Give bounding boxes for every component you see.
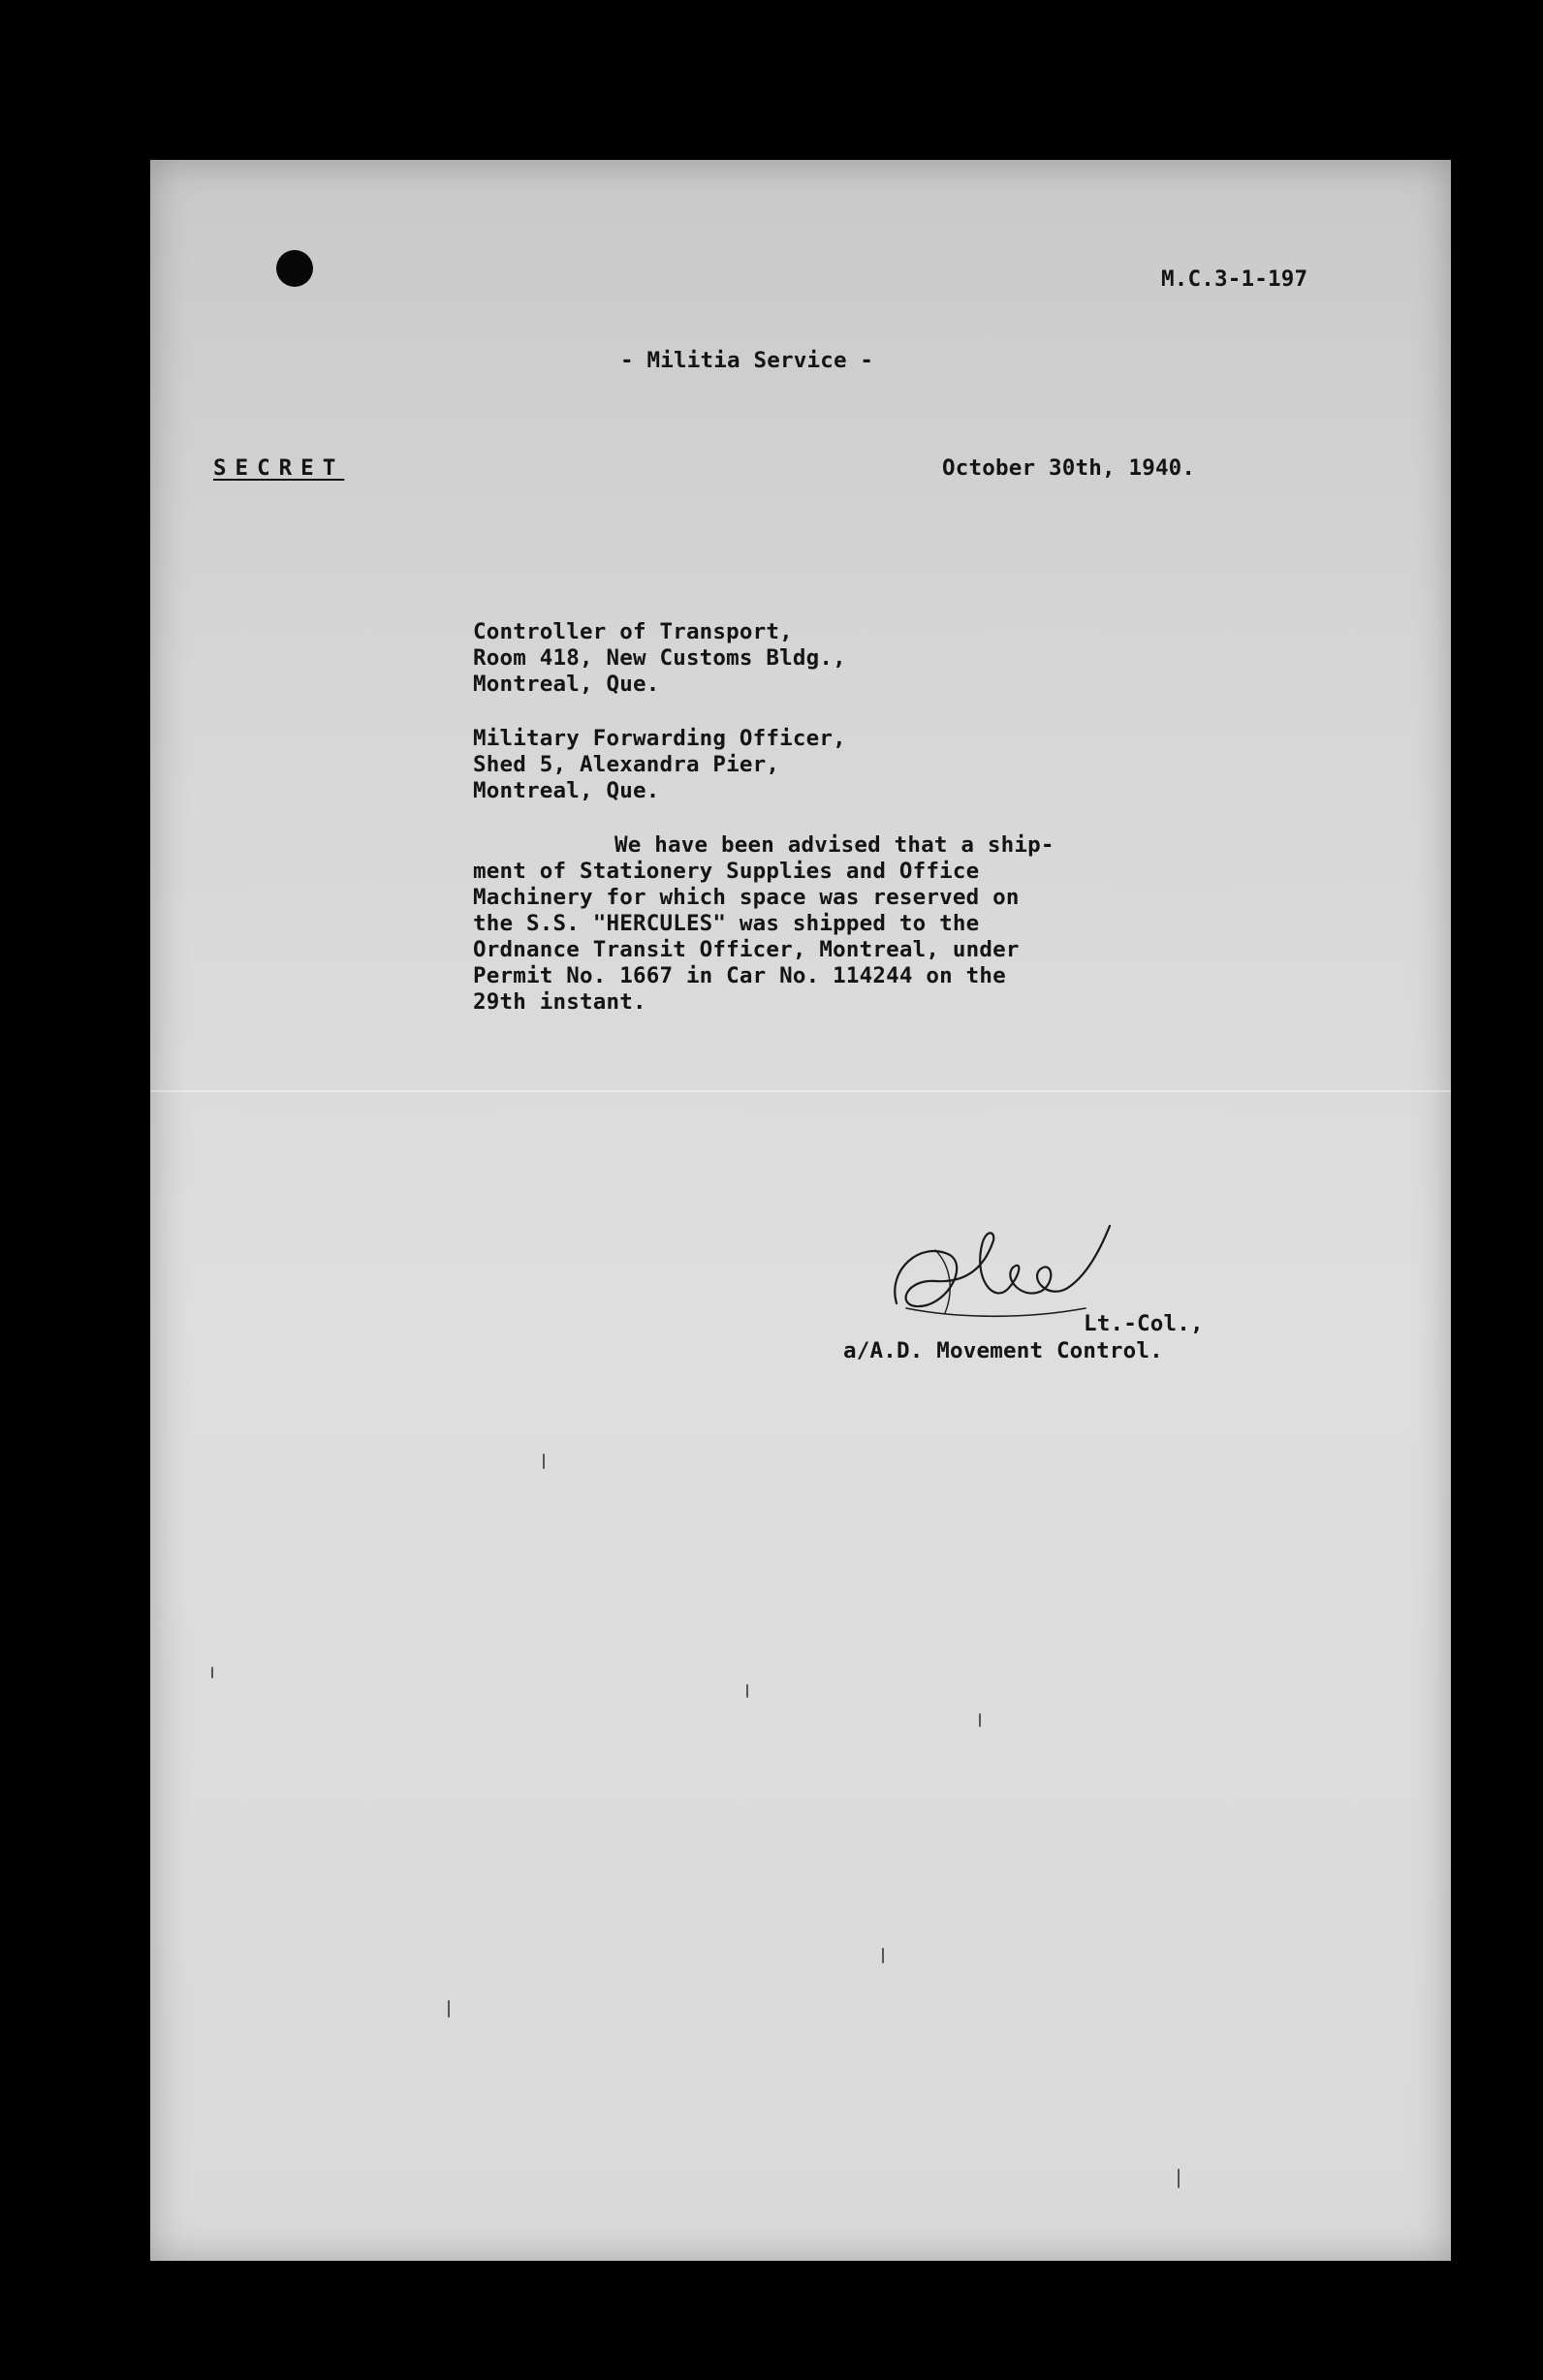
recipient-2-line: Shed 5, Alexandra Pier,: [473, 752, 780, 777]
recipient-1-line: Room 418, New Customs Bldg.,: [473, 645, 846, 671]
letter-date: October 30th, 1940.: [942, 455, 1196, 481]
signatory-rank: Lt.-Col.,: [1084, 1311, 1204, 1336]
paper-speck: [543, 1454, 545, 1469]
paper-speck: [1178, 2169, 1180, 2188]
recipient-1-line: Montreal, Que.: [473, 672, 660, 697]
body-line: the S.S. "HERCULES" was shipped to the: [473, 911, 980, 936]
recipient-2-line: Montreal, Que.: [473, 778, 660, 803]
body-line: 29th instant.: [473, 989, 646, 1015]
body-line: Permit No. 1667 in Car No. 114244 on the: [473, 963, 1006, 988]
document-page: [150, 160, 1451, 2261]
service-header: - Militia Service -: [620, 348, 874, 373]
paper-speck: [882, 1948, 884, 1963]
paper-speck: [211, 1667, 213, 1678]
fold-line: [150, 1090, 1451, 1092]
file-reference: M.C.3-1-197: [1161, 266, 1308, 292]
signatory-office: a/A.D. Movement Control.: [843, 1338, 1163, 1363]
recipient-1-line: Controller of Transport,: [473, 619, 793, 644]
classification-stamp: SECRET: [213, 455, 345, 481]
paper-speck: [979, 1713, 981, 1727]
body-line: Machinery for which space was reserved on: [473, 885, 1020, 910]
body-line: ment of Stationery Supplies and Office: [473, 859, 980, 884]
paper-speck: [746, 1684, 748, 1698]
punch-hole: [276, 250, 313, 287]
recipient-2-line: Military Forwarding Officer,: [473, 726, 846, 751]
body-line: Ordnance Transit Officer, Montreal, under: [473, 937, 1020, 962]
body-line: We have been advised that a ship-: [614, 832, 1055, 858]
paper-speck: [448, 2000, 450, 2018]
